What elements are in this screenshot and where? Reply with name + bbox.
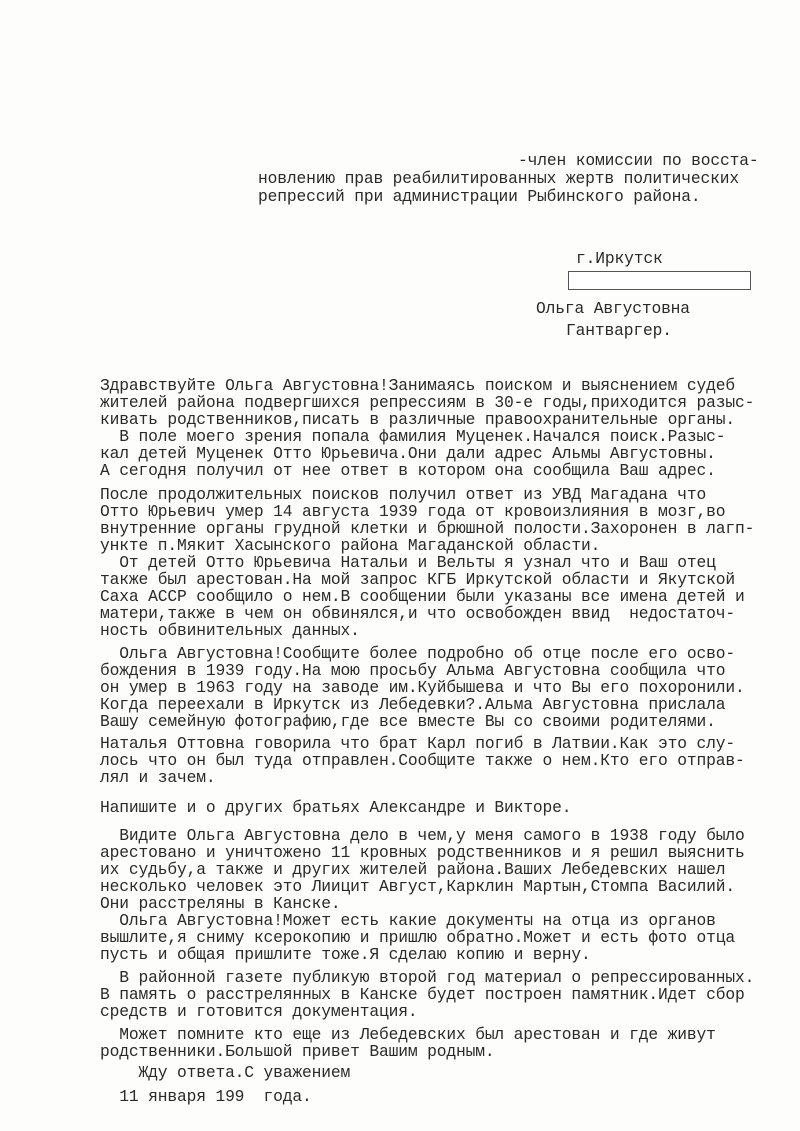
body-line: Они расстреляны в Канске.	[100, 894, 341, 913]
body-line: В поле моего зрения попала фамилия Муценек.Начался поиск.Разыс-	[100, 427, 726, 446]
header-line: -член комиссии по восста-	[518, 151, 759, 170]
body-line: От детей Отто Юрьевича Натальи и Вельты я узнал что и Ваш отец	[100, 553, 716, 572]
body-line: пусть и общая пришлите тоже.Я сделаю копию и верну.	[100, 945, 591, 964]
date-line: 11 января 199 года.	[100, 1087, 312, 1106]
header-line: новлению прав реабилитированных жертв политических	[258, 169, 740, 188]
body-line: Наталья Оттовна говорила что брат Карл погиб в Латвии.Как это слу-	[100, 734, 735, 753]
recipient-surname: Гантваргер.	[566, 321, 672, 340]
body-line: После продолжительных поисков получил ответ из УВД Магадана что	[100, 485, 707, 504]
body-line: Здравствуйте Ольга Августовна!Занимаясь поиском и выяснением судеб	[100, 376, 735, 395]
body-line: ункте п.Мякит Хасынского района Магаданской области.	[100, 536, 601, 555]
body-line: В районной газете публикую второй год материал о репрессированных.	[100, 968, 755, 987]
body-line: средств и готовится документация.	[100, 1002, 418, 1021]
body-line: их судьбу,а также и других жителей района.Ваших Лебедевских нашел	[100, 860, 726, 879]
body-line: жителей района подвергшихся репрессиям в 30-е годы,приходится разыс-	[100, 393, 755, 412]
body-line: он умер в 1963 году на заводе им.Куйбышева и что Вы его похоронили.	[100, 678, 745, 697]
body-line: Напишите и о других братьях Александре и Викторе.	[100, 798, 572, 817]
city: г.Иркутск	[576, 249, 663, 268]
body-line: лось что он был туда отправлен.Сообщите также о нем.Кто его отправ-	[100, 751, 745, 770]
body-line: бождения в 1939 году.На мою просьбу Альма Августовна сообщила что	[100, 661, 726, 680]
body-line: родственники.Большой привет Вашим родным.	[100, 1042, 495, 1061]
body-line: несколько человек это Лиицит Август,Карклин Мартын,Стомпа Василий.	[100, 877, 735, 896]
body-line: А сегодня получил от нее ответ в котором она сообщила Ваш адрес.	[100, 461, 716, 480]
body-line: внутренние органы грудной клетки и брюшной полости.Захоронен в лагп-	[100, 519, 755, 538]
body-line: кал детей Муценек Отто Юрьевича.Они дали адрес Альмы Августовны.	[100, 444, 716, 463]
body-line: Вашу семейную фотографию,где все вместе Вы со своими родителями.	[100, 712, 716, 731]
body-line: ность обвинительных данных.	[100, 621, 360, 640]
body-line: лял и зачем.	[100, 768, 216, 787]
body-line: Ольга Августовна!Сообщите более подробно об отце после его осво-	[100, 644, 735, 663]
body-line: Саха АССР сообщило о нем.В сообщении были указаны все имена детей и	[100, 587, 745, 606]
body-line: Видите Ольга Августовна дело в чем,у меня самого в 1938 году было	[100, 826, 745, 845]
body-line: кивать родственников,писать в различные правоохранительные органы.	[100, 410, 735, 429]
closing-line: Жду ответа.С уважением	[100, 1063, 351, 1082]
header-line: репрессий при администрации Рыбинского района.	[258, 187, 701, 206]
body-line: В память о расстрелянных в Канске будет построен памятник.Идет сбор	[100, 985, 745, 1004]
body-line: Может помните кто еще из Лебедевских был арестован и где живут	[100, 1025, 716, 1044]
recipient-name: Ольга Августовна	[536, 299, 690, 318]
body-line: Ольга Августовна!Может есть какие документы на отца из органов	[100, 911, 716, 930]
body-line: Отто Юрьевич умер 14 августа 1939 года от кровоизлияния в мозг,во	[100, 502, 726, 521]
body-line: также был арестован.На мой запрос КГБ Иркутской области и Якутской	[100, 570, 735, 589]
body-line: арестовано и уничтожено 11 кровных родственников и я решил выяснить	[100, 843, 745, 862]
body-line: Когда переехали в Иркутск из Лебедевки?.Альма Августовна прислала	[100, 695, 726, 714]
redacted-address-box	[568, 271, 751, 290]
body-line: матери,также в чем он обвинялся,и что освобожден ввид недостаточ-	[100, 604, 735, 623]
body-line: вышлите,я сниму ксерокопию и пришлю обратно.Может и есть фото отца	[100, 928, 735, 947]
